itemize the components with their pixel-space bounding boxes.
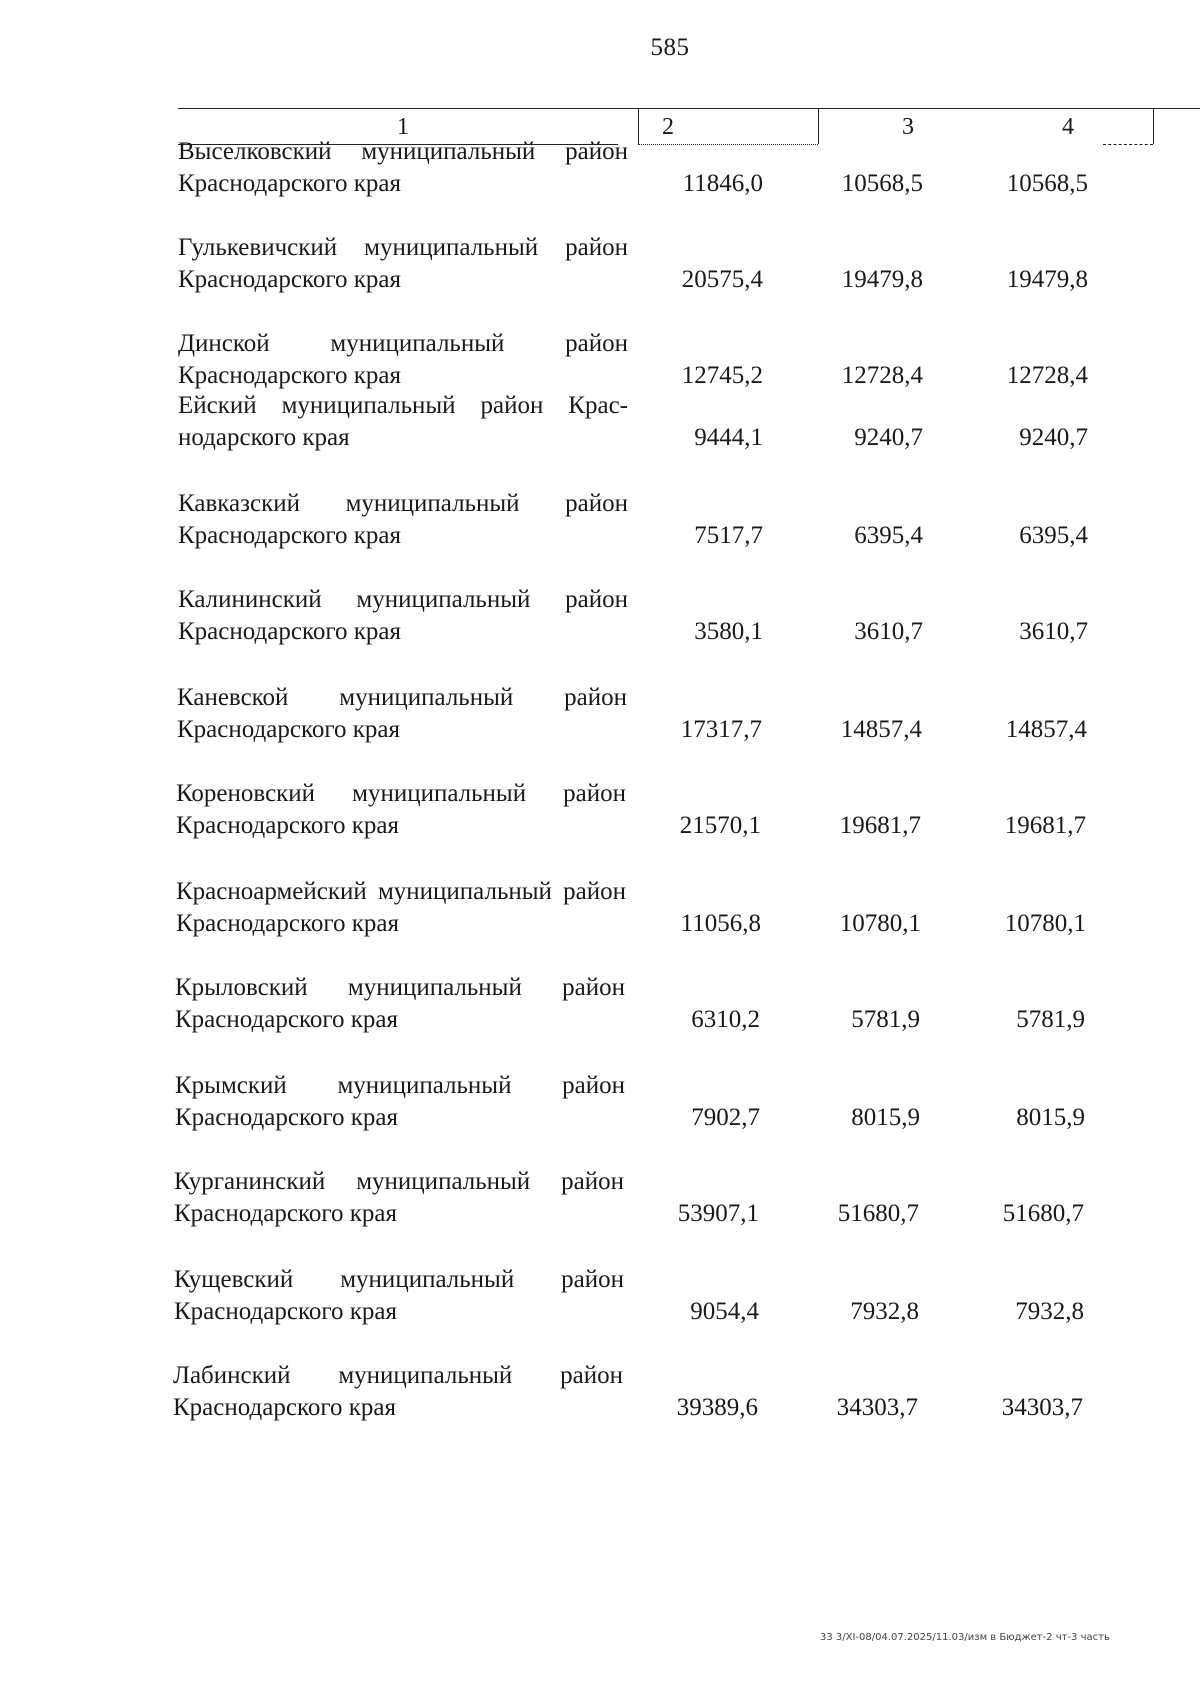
row-name: Каневской муниципальный район Краснодарского края (177, 684, 627, 743)
row-value-c3: 34303,7 (836, 1394, 918, 1421)
row-name: Кущевский муниципальный район Краснодарского края (174, 1266, 624, 1325)
row-value-c2: 21570,1 (679, 812, 761, 839)
row-name: Лабинский муниципальный район Краснодарского края (173, 1362, 623, 1421)
row-value-c2: 12745,2 (681, 362, 763, 389)
row-name: Калининский муниципальный район Краснодарского края (178, 586, 628, 645)
row-name: Кореновский муниципальный район Краснодарского края (176, 780, 626, 839)
row-name: Ейский муниципальный район Крас-нодарского края (178, 392, 628, 451)
row-value-c4: 34303,7 (1001, 1394, 1083, 1421)
row-value-c3: 9240,7 (854, 424, 923, 451)
row-value-c2: 7902,7 (691, 1104, 760, 1131)
row-value-c2: 11846,0 (682, 170, 763, 197)
row-value-c4: 10568,5 (1006, 170, 1088, 197)
row-value-c3: 3610,7 (854, 618, 923, 645)
header-col-4: 4 (1062, 114, 1074, 140)
row-name: Красноармейский муниципальный район Краснодарского края (176, 878, 626, 937)
row-value-c3: 51680,7 (837, 1200, 919, 1227)
row-name: Крымский муниципальный район Краснодарского края (175, 1072, 625, 1131)
row-value-c4: 12728,4 (1006, 362, 1088, 389)
row-value-c3: 12728,4 (841, 362, 923, 389)
header-col-3: 3 (902, 114, 914, 140)
row-name: Курганинский муниципальный район Краснодарского края (174, 1168, 624, 1227)
row-name: Гулькевичский муниципальный район Краснодарского края (178, 234, 628, 293)
row-name: Кавказский муниципальный район Краснодарского края (178, 490, 628, 549)
header-col-1: 1 (397, 114, 409, 140)
row-value-c4: 5781,9 (1016, 1006, 1085, 1033)
row-value-c4: 9240,7 (1019, 424, 1088, 451)
row-value-c4: 19681,7 (1004, 812, 1086, 839)
page-number: 585 (650, 34, 690, 61)
row-value-c3: 19681,7 (839, 812, 921, 839)
row-value-c2: 20575,4 (681, 266, 763, 293)
row-value-c2: 9444,1 (694, 424, 763, 451)
row-value-c3: 8015,9 (851, 1104, 920, 1131)
row-value-c3: 7932,8 (850, 1298, 919, 1325)
row-value-c2: 39389,6 (676, 1394, 758, 1421)
row-value-c3: 14857,4 (840, 716, 922, 743)
row-value-c4: 14857,4 (1005, 716, 1087, 743)
row-name: Динской муниципальный район Краснодарского края (178, 330, 628, 389)
row-name: Выселковский муниципальный район Краснодарского края (178, 138, 628, 197)
row-value-c3: 10780,1 (839, 910, 921, 937)
row-value-c3: 19479,8 (841, 266, 923, 293)
row-value-c2: 11056,8 (680, 910, 761, 937)
row-value-c4: 6395,4 (1019, 522, 1088, 549)
row-value-c2: 9054,4 (690, 1298, 759, 1325)
row-value-c3: 10568,5 (841, 170, 923, 197)
row-name: Крыловский муниципальный район Краснодарского края (175, 974, 625, 1033)
row-value-c3: 5781,9 (851, 1006, 920, 1033)
row-value-c4: 8015,9 (1016, 1104, 1085, 1131)
footer-note: 33 3/XI-08/04.07.2025/11.03/изм в Бюджет-2 чт-3 часть (820, 1632, 1110, 1643)
row-value-c2: 53907,1 (677, 1200, 759, 1227)
row-value-c2: 6310,2 (691, 1006, 760, 1033)
row-value-c4: 19479,8 (1006, 266, 1088, 293)
row-value-c2: 7517,7 (694, 522, 763, 549)
row-value-c2: 3580,1 (694, 618, 763, 645)
row-value-c3: 6395,4 (854, 522, 923, 549)
row-value-c4: 7932,8 (1015, 1298, 1084, 1325)
header-col-2: 2 (662, 114, 674, 140)
row-value-c2: 17317,7 (680, 716, 762, 743)
row-value-c4: 10780,1 (1004, 910, 1086, 937)
row-value-c4: 51680,7 (1002, 1200, 1084, 1227)
row-value-c4: 3610,7 (1019, 618, 1088, 645)
